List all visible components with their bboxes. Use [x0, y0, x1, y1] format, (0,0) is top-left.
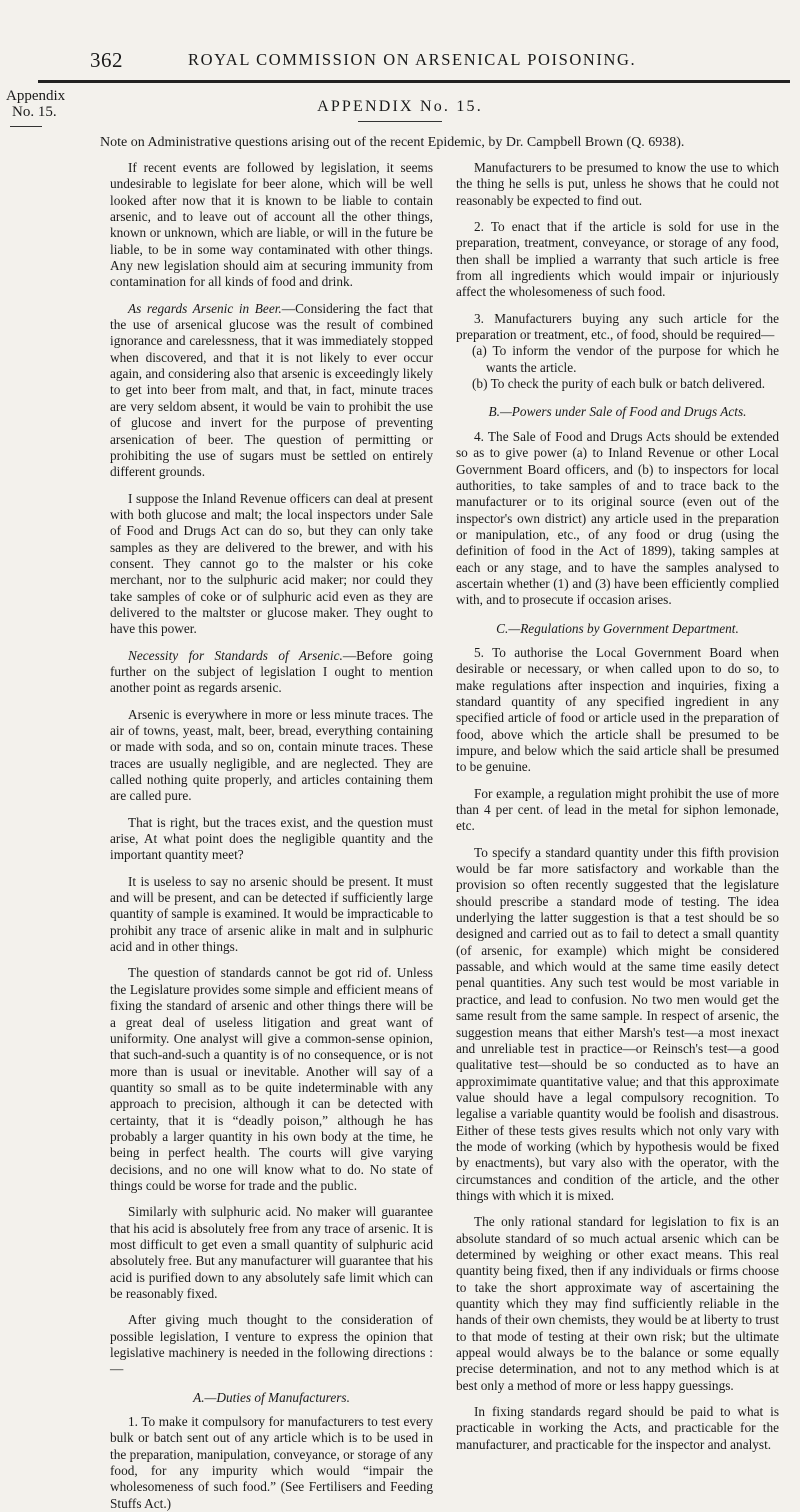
paragraph-body: every bulk or batch sent out of any article which is to be used in the preparation, manipulation, conveyance, or storage of any food, for any impurity which would “impair the wholesomeness of such food.” (See Fertilisers and Feeding Stuffs Act.): [110, 1414, 433, 1511]
paragraph-item-1: [110, 1414, 433, 1512]
paragraph-arsenic-in-beer: [110, 301, 433, 481]
inline-lead: —Before going: [342, 647, 433, 663]
paragraph: Similarly with sulphuric acid. No maker will guarantee that his acid is absolutely free from any trace of arsenic. It is most difficult to get even a small quantity of sulphuric acid absolutely free. But any manufacturer will guarantee that his acid is purified down to any absolutely safe limit which can be reasonably fixed.: [110, 1204, 433, 1301]
inline-heading: As regards Arsenic in Beer.: [128, 300, 282, 316]
section-heading-powers: B.—Powers under Sale of Food and Drugs Acts.: [488, 404, 747, 420]
page-number: 362: [90, 48, 123, 72]
margin-rule: [10, 126, 42, 127]
header-rule: [38, 80, 790, 83]
appendix-title: APPENDIX No. 15.: [317, 98, 483, 115]
sub-item-a: (a) To inform the vendor of the purpose for which he wants the article.: [472, 343, 779, 375]
paragraph-item-2: 2. To enact that if the article is sold for use in the preparation, treatment, conveyance, or storage of any food, then shall be implied a warranty that such article is free from all ingredients which would impair or injuriously affect the wholesomeness of such food.: [456, 219, 779, 300]
paragraph-necessity: [110, 648, 433, 697]
paragraph: It is useless to say no arsenic should be present. It must and will be present, and can be detected if sufficiently large quantity of sample is examined. It would be impracticable to prohibit any trace of arsenic alike in malt and in sulphuric acid and in other things.: [110, 873, 433, 955]
margin-appendix-label: Appendix: [6, 88, 66, 104]
paragraph: In fixing standards regard should be paid to what is practicable in working the Acts, and practicable for the manufacturer, and practicable for the inspector and analyst.: [456, 1404, 779, 1452]
title-rule: [358, 121, 442, 122]
margin-number-label: No. 15.: [12, 104, 57, 120]
paragraph: Arsenic is everywhere in more or less minute traces. The air of towns, yeast, malt, beer, bread, everything containing or made with soda, and so on, contain minute traces. These traces are usually negligible, and are neglected. They are called nothing quite properly, and articles containing them are called pure.: [110, 706, 433, 804]
paragraph: That is right, but the traces exist, and the question must arise, At what point does the negligible quantity and the important quantity meet?: [110, 814, 433, 863]
paragraph-item-5: 5. To authorise the Local Government Board when desirable or necessary, or when called upon to do so, to make regulations after inspection and inquiries, fixing a standard quantity of any specified ingredient in any specified article of food or article used in the preparation of food, above which the article shall be presumed to be impure, and below which the said article shall be presumed to be genuine.: [456, 644, 779, 775]
section-heading-regulations: C.—Regulations by Government Department.: [496, 620, 739, 636]
paragraph: For example, a regulation might prohibit the use of more than 4 per cent. of lead in the metal for siphon lemonade, etc.: [456, 785, 779, 834]
paragraph-item-4: 4. The Sale of Food and Drugs Acts should be extended so as to give power (a) to Inland Revenue or other Local Government Board officers, and (b) to inspectors for local authorities, to take samples of and to trace back to the manufacturer or to its original source (even out of the inspector's own district) any article used in the preparation or manipulation, etc., of any food or drug (using the definition of food in the Act of 1899), taking samples at each or any stage, and to have the samples analysed to ascertain whether (1) and (3) have been efficiently complied with, and to prosecute if occasion arises.: [456, 428, 779, 608]
paragraph-item-3: 3. Manufacturers buying any such article for the preparation or treatment, etc., of food, should be required—: [456, 310, 779, 343]
paragraph-body: that the use of arsenical glucose was the result of combined ignorance and carelessness, that it was immediately stopped when discovered, and that it is not likely to ever occur again, and considering also that arsenic is exceedingly likely to get into beer from malt, and that, in fact, minute traces are very seldom absent, it would be vain to prohibit the use of glucose and invert for the purpose of preventing arsenication of beer. The question of permitting or prohibiting the use of sugars must be settled on entirely different grounds.: [110, 300, 434, 480]
sub-item-b: (b) To check the purity of each bulk or batch delivered.: [472, 376, 766, 392]
running-title: ROYAL COMMISSION ON ARSENICAL POISONING.: [188, 50, 637, 69]
page-header: [38, 48, 790, 76]
item-lead: 1. To make it compulsory for manufacturers to test: [128, 1414, 400, 1430]
paragraph: I suppose the Inland Revenue officers can deal at present with both glucose and malt; the local inspectors under Sale of Food and Drugs Act can do so, but they can only take samples as they are delivered to the brewer, and with his consent. They cannot go to the malster or his coke merchant, nor to the sulphuric acid maker; nor could they take samples of coke or of sulphuric acid even as they are delivered to the maltster or glucose maker. They ought to have this power.: [110, 490, 433, 637]
paragraph: The question of standards cannot be got rid of. Unless the Legislature provides some simple and efficient means of fixing the standard of arsenic and other things there will be a great deal of useless litigation and great want of uniformity. One analyst will give a common-sense opinion, that such-and-such a quantity is of no consequence, or is not more than is usual or inevitable. Another will say of a quantity so small as to be quite indeterminable with any approach to precision, although it can be detected with certainty, that it is “deadly poison,” although he has probably a larger quantity in his own body at the time, he being in perfect health. The courts will give varying decisions, and no one will know what to do. No state of things could be worse for trade and the public.: [110, 965, 433, 1193]
note-line: Note on Administrative questions arising out of the recent Epidemic, by Dr. Campbell Brown (Q. 6938).: [100, 135, 685, 150]
paragraph: If recent events are followed by legislation, it seems undesirable to legislate for beer alone, which will be well looked after now that it is known to be liable to contain arsenic, and to leave out of account all the other things, known or unknown, which are liable, or will in the future be liable, to be in some way contaminated with other things. Any new legislation should aim at securing immunity from contamination for all kinds of food and drink.: [110, 160, 433, 290]
inline-lead: —Considering the fact: [281, 300, 408, 316]
right-column: [456, 160, 779, 1453]
paragraph: The only rational standard for legislation to fix is an absolute standard of so much actual arsenic which can be determined by weighing or other exact means. This real quantity being fixed, then if any individuals or firms choose to take the short approximate way of ascertaining the quantity which they may find sufficiently reliable in the hands of their own chemists, they would be at liberty to trust to that mode of testing at their own risk; but the ultimate appeal would always be to the balance or some equally precise determination, and not to any method which is at best only a method of more or less happy guessings.: [456, 1214, 779, 1393]
inline-heading: Necessity for Standards of Arsenic.: [128, 647, 343, 663]
paragraph: After giving much thought to the consideration of possible legislation, I venture to express the opinion that legislative machinery is needed in the following directions :—: [110, 1312, 433, 1377]
paragraph: Manufacturers to be presumed to know the use to which the thing he sells is put, unless he shows that he could not reasonably be expected to find out.: [456, 160, 779, 208]
section-heading-duties: A.—Duties of Manufacturers.: [193, 1389, 350, 1405]
paragraph-body: further on the subject of legislation I ought to mention another point as regards arsenic.: [110, 663, 433, 696]
paragraph: To specify a standard quantity under this fifth provision would be far more satisfactory and workable than the provision so often recently suggested that the legislature should prescribe a standard mode of testing. The idea underlying the latter suggestion is that a test should be so designed and carried out as to fail to detect a small quantity (of arsenic, for example) which might be considered passable, and which would at the same time easily detect penal quantities. Any such test would be most variable in practice, and lead to confusion. No two men would get the same result from the same sample. In respect of arsenic, the suggestion means that either Marsh's test—a most inexact and unreliable test in practice—or Reinsch's test—a good qualitative test—should be so conducted as to have an approximimate quantitative value; and that this approximate value should have a legal compulsory recognition. To legalise a variable quantity would be foolish and disastrous. Either of these tests gives results which not only vary with the mode of working (which by hypothesis would be fixed by enactments), but vary also with the operator, with the circumstances and condition of the article, and the other things with which it is mixed.: [456, 844, 779, 1203]
left-column: [110, 160, 433, 1512]
